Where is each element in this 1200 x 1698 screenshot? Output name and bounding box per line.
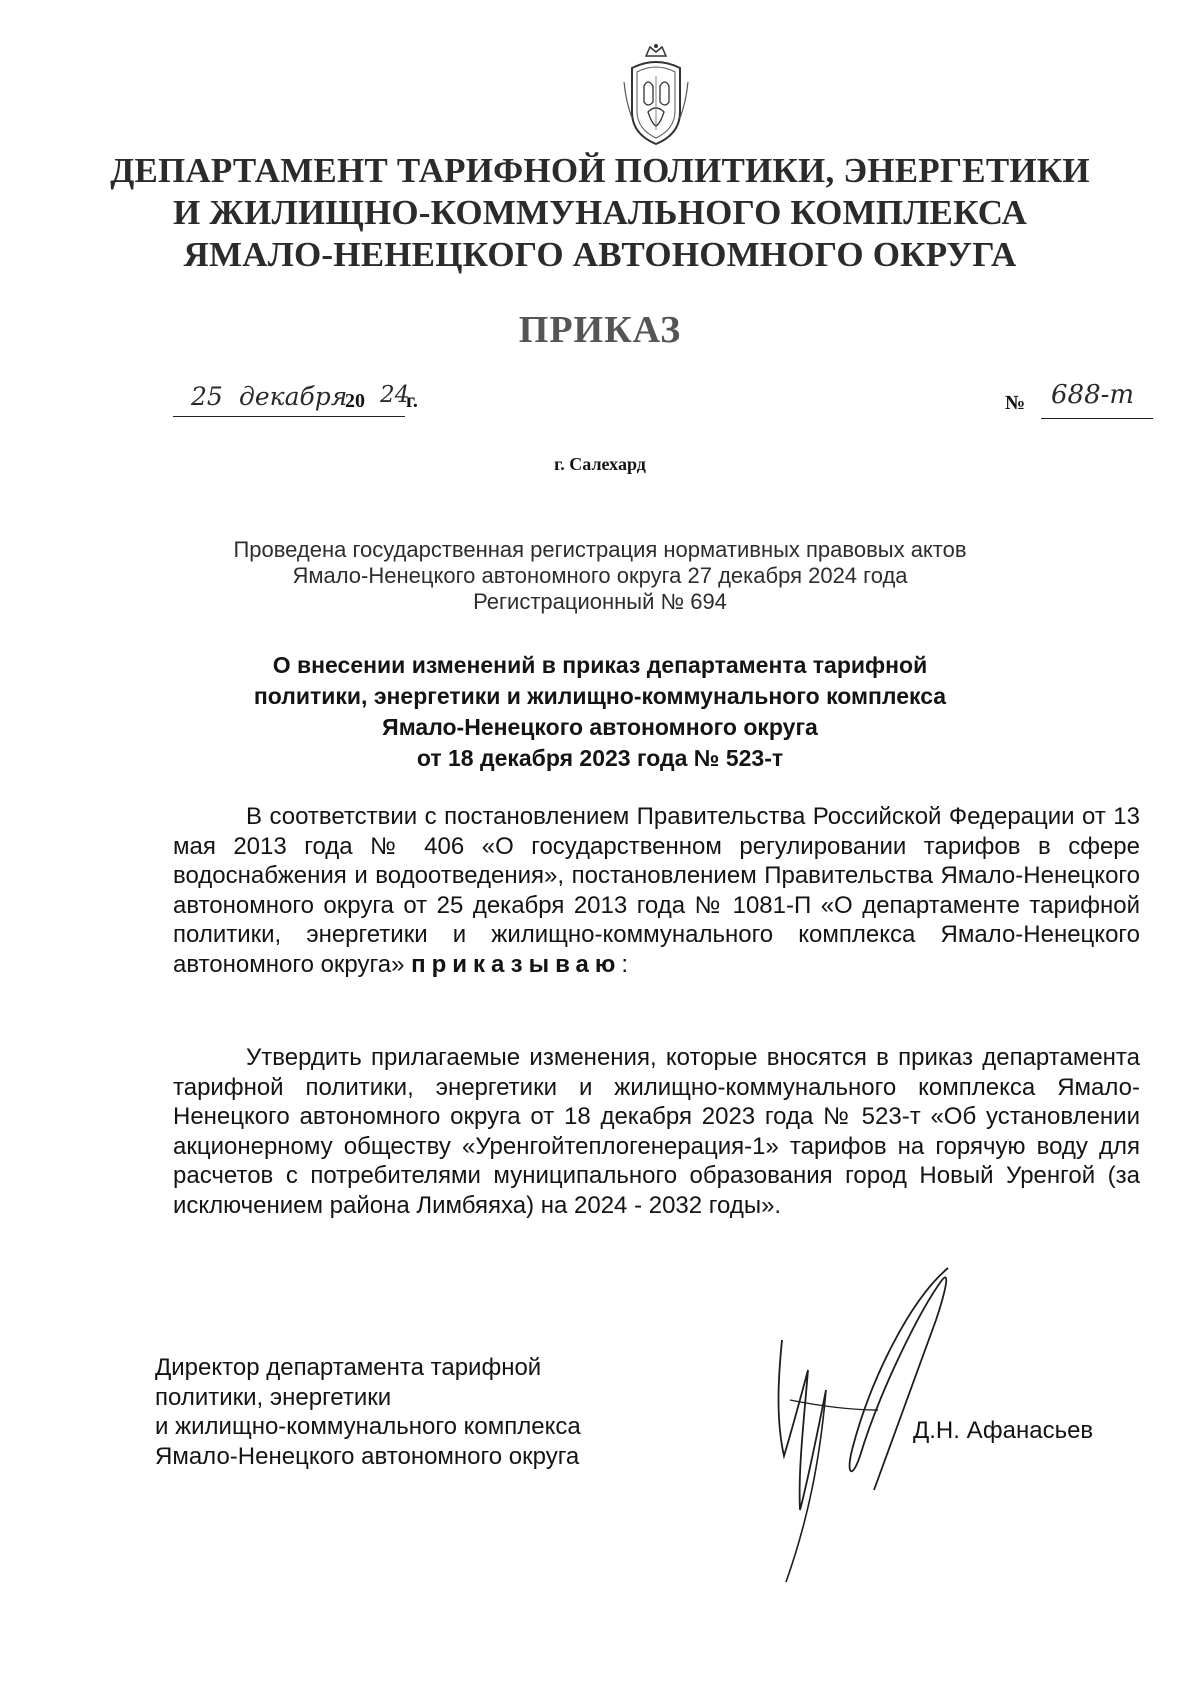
date-day-handwritten: 25 bbox=[191, 382, 223, 411]
signatory-title-line-2: политики, энергетики bbox=[155, 1383, 392, 1411]
operative-paragraph bbox=[173, 1043, 1140, 1220]
document-type-heading: ПРИКАЗ bbox=[518, 309, 682, 351]
directive-word: приказываю bbox=[411, 950, 622, 978]
signatory-title-line-3: и жилищно-коммунального комплекса bbox=[155, 1413, 581, 1440]
number-underline bbox=[1041, 418, 1153, 419]
date-month-handwritten: декабря bbox=[239, 382, 348, 411]
coat-of-arms-icon bbox=[620, 42, 692, 150]
order-number bbox=[1005, 380, 1155, 422]
subject-line-2: политики, энергетики и жилищно-коммунального комплекса bbox=[253, 683, 947, 709]
signatory-title bbox=[155, 1353, 581, 1471]
subject-line-4: от 18 декабря 2023 года № 523-т bbox=[416, 745, 784, 771]
order-date bbox=[173, 382, 443, 422]
date-year-prefix: 20 bbox=[345, 390, 365, 412]
preamble-text: В соответствии с постановлением Правительства Российской Федерации от 13 мая 2013 года № 406 «О государственном регулировании тарифов в сфере водоснабжения и водоотведения», постановлением Правительства Ямало-Ненецкого автономного округа от 25 декабря 2013 года № 1081-П «О департаменте тарифной политики, энергетики и жилищно-коммунального комплекса Ямало-Ненецкого автономного округа» bbox=[173, 803, 1140, 978]
department-title-line-2: И ЖИЛИЩНО-КОММУНАЛЬНОГО КОМПЛЕКСА bbox=[173, 193, 1027, 232]
date-year-suffix: г. bbox=[406, 390, 418, 412]
registration-line-2: Ямало-Ненецкого автономного округа 27 декабря 2024 года bbox=[292, 563, 908, 588]
order-subject bbox=[0, 650, 1200, 774]
department-title-line-3: ЯМАЛО-НЕНЕЦКОГО АВТОНОМНОГО ОКРУГА bbox=[183, 235, 1017, 274]
registration-note bbox=[0, 537, 1200, 615]
date-year-handwritten: 24 bbox=[380, 382, 410, 408]
city: г. Салехард bbox=[554, 454, 646, 474]
signatory-name: Д.Н. Афанасьев bbox=[913, 1417, 1094, 1444]
subject-line-1: О внесении изменений в приказ департамента тарифной bbox=[272, 652, 928, 678]
operative-text: Утвердить прилагаемые изменения, которые вносятся в приказ департамента тарифной политики, энергетики и жилищно-коммунального комплекса Ямало-Ненецкого автономного округа от 18 декабря 2023 года № 523-т «Об установлении акционерному обществу «Уренгойтеплогенерация-1» тарифов на горячую воду для расчетов с потребителями муниципального образования город Новый Уренгой (за исключением района Лимбяяха) на 2024 - 2032 годы». bbox=[173, 1044, 1140, 1219]
directive-colon: : bbox=[621, 950, 629, 978]
signatory-title-line-4: Ямало-Ненецкого автономного округа bbox=[155, 1442, 580, 1470]
signatory-title-line-1: Директор департамента тарифной bbox=[155, 1354, 542, 1381]
registration-line-1: Проведена государственная регистрация нормативных правовых актов bbox=[233, 537, 967, 562]
preamble-paragraph bbox=[173, 802, 1140, 979]
department-title bbox=[0, 150, 1200, 276]
order-number-handwritten: 688-т bbox=[1051, 380, 1135, 410]
date-underline bbox=[173, 416, 405, 417]
registration-line-3: Регистрационный № 694 bbox=[473, 589, 727, 614]
department-title-line-1: ДЕПАРТАМЕНТ ТАРИФНОЙ ПОЛИТИКИ, ЭНЕРГЕТИКИ bbox=[110, 151, 1090, 190]
subject-line-3: Ямало-Ненецкого автономного округа bbox=[382, 714, 818, 740]
number-sign: № bbox=[1005, 392, 1026, 414]
